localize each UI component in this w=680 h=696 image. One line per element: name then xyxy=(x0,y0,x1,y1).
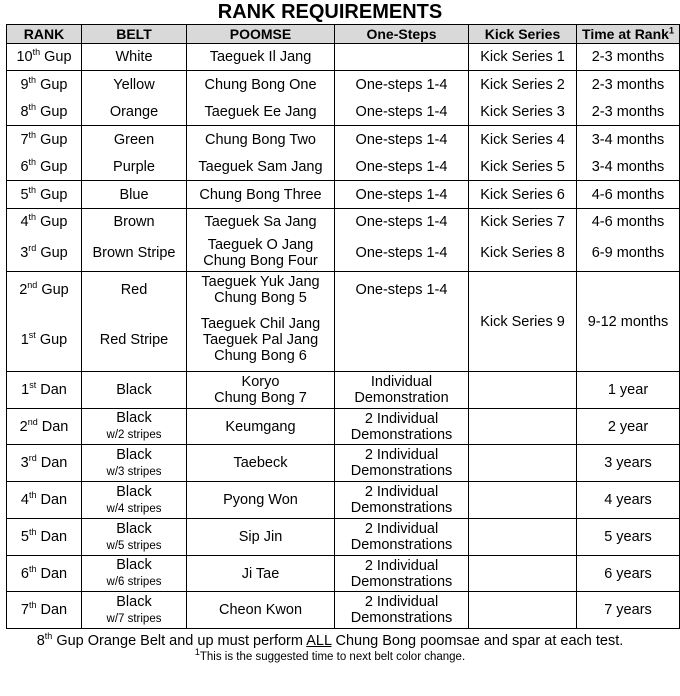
one-steps-cell: One-steps 1-4 xyxy=(335,154,469,181)
time-at-rank-cell: 2-3 months xyxy=(577,71,680,99)
belt-cell: Blue xyxy=(82,181,187,209)
belt-cell: Black w/5 stripes xyxy=(82,519,187,556)
rank-cell: 7th Gup xyxy=(7,126,82,154)
poomse-cell: Ji Tae xyxy=(187,556,335,592)
table-row xyxy=(7,519,680,556)
one-steps-cell: 2 Individual Demonstrations xyxy=(335,482,469,519)
rank-cell: 3rd Gup xyxy=(7,236,82,272)
rank-cell: 1st Gup xyxy=(7,309,82,372)
kick-series-cell: Kick Series 9 xyxy=(469,272,577,372)
poomse-cell: Taebeck xyxy=(187,445,335,482)
poomse-cell: Chung Bong Two xyxy=(187,126,335,154)
footnote-time-at-rank: $^1$This is the suggested time to next belt color change. xyxy=(194,647,466,663)
belt-cell: Orange xyxy=(82,99,187,126)
time-at-rank-cell: 6-9 months xyxy=(577,236,680,272)
one-steps-cell: One-steps 1-4 xyxy=(335,236,469,272)
rank-cell: 2nd Dan xyxy=(7,409,82,445)
time-at-rank-cell: 6 years xyxy=(577,556,680,592)
one-steps-cell: 2 Individual Demonstrations xyxy=(335,519,469,556)
belt-cell: Black w/7 stripes xyxy=(82,592,187,629)
poomse-cell: Cheon Kwon xyxy=(187,592,335,629)
rank-cell: 1st Dan xyxy=(7,372,82,409)
belt-cell: Purple xyxy=(82,154,187,181)
time-at-rank-cell: 5 years xyxy=(577,519,680,556)
header-kick-series: Kick Series xyxy=(469,25,577,44)
time-at-rank-cell: 7 years xyxy=(577,592,680,629)
table-row xyxy=(7,126,680,154)
one-steps-cell: One-steps 1-4 xyxy=(335,181,469,209)
belt-cell: Brown xyxy=(82,209,187,236)
kick-series-cell xyxy=(469,445,577,482)
one-steps-cell: 2 Individual Demonstrations xyxy=(335,445,469,482)
one-steps-cell: 2 Individual Demonstrations xyxy=(335,409,469,445)
kick-series-cell: Kick Series 3 xyxy=(469,99,577,126)
poomse-cell: Taeguek O Jang Chung Bong Four xyxy=(187,236,335,272)
belt-cell: Green xyxy=(82,126,187,154)
poomse-cell: Pyong Won xyxy=(187,482,335,519)
belt-cell: Black w/3 stripes xyxy=(82,445,187,482)
poomse-cell: Taeguek Sa Jang xyxy=(187,209,335,236)
poomse-cell: Taeguek Sam Jang xyxy=(187,154,335,181)
kick-series-cell: Kick Series 8 xyxy=(469,236,577,272)
belt-cell: Red xyxy=(82,272,187,309)
rank-cell: 6th Gup xyxy=(7,154,82,181)
header-one-steps: One-Steps xyxy=(335,25,469,44)
kick-series-cell xyxy=(469,409,577,445)
table-row xyxy=(7,44,680,71)
header-time-at-rank: Time at Rank$^1$ xyxy=(577,25,680,44)
one-steps-cell: Individual Demonstration xyxy=(335,372,469,409)
belt-cell: Black w/2 stripes xyxy=(82,409,187,445)
table-row xyxy=(7,236,680,272)
kick-series-cell: Kick Series 1 xyxy=(469,44,577,71)
one-steps-cell xyxy=(335,309,469,372)
kick-series-cell: Kick Series 5 xyxy=(469,154,577,181)
poomse-cell: Chung Bong One xyxy=(187,71,335,99)
poomse-cell: Taeguek Ee Jang xyxy=(187,99,335,126)
footnote-main: 8th Gup Orange Belt and up must perform ALL Chung Bong poomsae and spar at each test. xyxy=(36,631,624,649)
kick-series-cell xyxy=(469,372,577,409)
rank-cell: 6th Dan xyxy=(7,556,82,592)
rank-requirements-table xyxy=(6,24,680,629)
one-steps-cell: One-steps 1-4 xyxy=(335,126,469,154)
kick-series-cell: Kick Series 6 xyxy=(469,181,577,209)
rank-cell: 10th Gup xyxy=(7,44,82,71)
table-row xyxy=(7,272,680,309)
time-at-rank-cell: 2 year xyxy=(577,409,680,445)
table-row xyxy=(7,445,680,482)
belt-cell: Brown Stripe xyxy=(82,236,187,272)
time-at-rank-cell: 3-4 months xyxy=(577,126,680,154)
time-at-rank-cell: 4-6 months xyxy=(577,209,680,236)
table-row xyxy=(7,181,680,209)
poomse-cell: Taeguek Yuk Jang Chung Bong 5 xyxy=(187,272,335,309)
time-at-rank-cell: 4 years xyxy=(577,482,680,519)
kick-series-cell xyxy=(469,519,577,556)
rank-cell: 4th Dan xyxy=(7,482,82,519)
header-poomse: POOMSE xyxy=(187,25,335,44)
kick-series-cell: Kick Series 7 xyxy=(469,209,577,236)
belt-cell: Black xyxy=(82,372,187,409)
rank-cell: 2nd Gup xyxy=(7,272,82,309)
table-row xyxy=(7,154,680,181)
rank-cell: 5th Dan xyxy=(7,519,82,556)
time-at-rank-cell: 3-4 months xyxy=(577,154,680,181)
belt-cell: Yellow xyxy=(82,71,187,99)
page-title: RANK REQUIREMENTS xyxy=(217,1,443,23)
belt-cell: Black w/6 stripes xyxy=(82,556,187,592)
time-at-rank-cell: 9-12 months xyxy=(577,272,680,372)
one-steps-cell: 2 Individual Demonstrations xyxy=(335,592,469,629)
rank-cell: 5th Gup xyxy=(7,181,82,209)
belt-cell: Black w/4 stripes xyxy=(82,482,187,519)
rank-cell: 8th Gup xyxy=(7,99,82,126)
table-row xyxy=(7,99,680,126)
belt-cell: Red Stripe xyxy=(82,309,187,372)
kick-series-cell xyxy=(469,482,577,519)
header-row xyxy=(7,25,680,44)
kick-series-cell: Kick Series 4 xyxy=(469,126,577,154)
one-steps-cell: One-steps 1-4 xyxy=(335,272,469,309)
rank-cell: 4th Gup xyxy=(7,209,82,236)
header-rank: RANK xyxy=(7,25,82,44)
one-steps-cell: One-steps 1-4 xyxy=(335,99,469,126)
time-at-rank-cell: 2-3 months xyxy=(577,99,680,126)
poomse-cell: Keumgang xyxy=(187,409,335,445)
one-steps-cell: 2 Individual Demonstrations xyxy=(335,556,469,592)
one-steps-cell xyxy=(335,44,469,71)
poomse-cell: Taeguek Il Jang xyxy=(187,44,335,71)
kick-series-cell xyxy=(469,556,577,592)
table-row xyxy=(7,372,680,409)
time-at-rank-cell: 1 year xyxy=(577,372,680,409)
time-at-rank-cell: 4-6 months xyxy=(577,181,680,209)
rank-cell: 9th Gup xyxy=(7,71,82,99)
rank-cell: 3rd Dan xyxy=(7,445,82,482)
table-row xyxy=(7,592,680,629)
table-row xyxy=(7,409,680,445)
header-belt: BELT xyxy=(82,25,187,44)
one-steps-cell: One-steps 1-4 xyxy=(335,71,469,99)
belt-cell: White xyxy=(82,44,187,71)
one-steps-cell: One-steps 1-4 xyxy=(335,209,469,236)
table-row xyxy=(7,71,680,99)
time-at-rank-cell: 2-3 months xyxy=(577,44,680,71)
kick-series-cell xyxy=(469,592,577,629)
time-at-rank-cell: 3 years xyxy=(577,445,680,482)
poomse-cell: Chung Bong Three xyxy=(187,181,335,209)
poomse-cell: Taeguek Chil Jang Taeguek Pal Jang Chung Bong 6 xyxy=(187,309,335,372)
table-row xyxy=(7,556,680,592)
table-row xyxy=(7,209,680,236)
poomse-cell: Sip Jin xyxy=(187,519,335,556)
kick-series-cell: Kick Series 2 xyxy=(469,71,577,99)
poomse-cell: Koryo Chung Bong 7 xyxy=(187,372,335,409)
rank-cell: 7th Dan xyxy=(7,592,82,629)
table-row xyxy=(7,482,680,519)
